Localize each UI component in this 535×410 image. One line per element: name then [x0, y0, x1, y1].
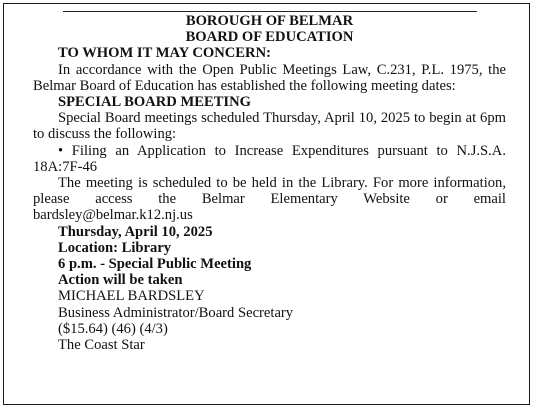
- salutation: TO WHOM IT MAY CONCERN:: [58, 45, 271, 62]
- section-heading: SPECIAL BOARD MEETING: [58, 94, 251, 111]
- summary-date: Thursday, April 10, 2025: [58, 223, 213, 240]
- schedule-paragraph: Special Board meetings scheduled Thursday, April 10, 2025 to begin at 6pm to discuss the following:: [33, 110, 506, 143]
- publication-name: The Coast Star: [58, 337, 145, 354]
- summary-location: Location: Library: [58, 239, 172, 256]
- summary-time: 6 p.m. - Special Public Meeting: [58, 256, 252, 273]
- billing-code: ($15.64) (46) (4/3): [58, 320, 168, 337]
- signer-title: Business Administrator/Board Secretary: [58, 304, 294, 321]
- intro-paragraph: In accordance with the Open Public Meetings Law, C.231, P.L. 1975, the Belmar Board of Education has established the following meeting dates:: [33, 61, 506, 94]
- signer-name: MICHAEL BARDSLEY: [58, 288, 205, 305]
- notice-title-borough: BOROUGH OF BELMAR: [185, 13, 354, 29]
- notice-title-board: BOARD OF EDUCATION: [185, 29, 354, 46]
- location-paragraph: The meeting is scheduled to be held in the Library. For more information, please access the Belmar Elementary Website or email bardsley@belmar.k12.nj.us: [33, 175, 506, 224]
- legal-notice: [3, 3, 530, 405]
- summary-action: Action will be taken: [58, 272, 183, 289]
- top-rule: [63, 11, 477, 12]
- agenda-bullet-item: • Filing an Application to Increase Expenditures pursuant to N.J.S.A. 18A:7F-46: [33, 142, 506, 175]
